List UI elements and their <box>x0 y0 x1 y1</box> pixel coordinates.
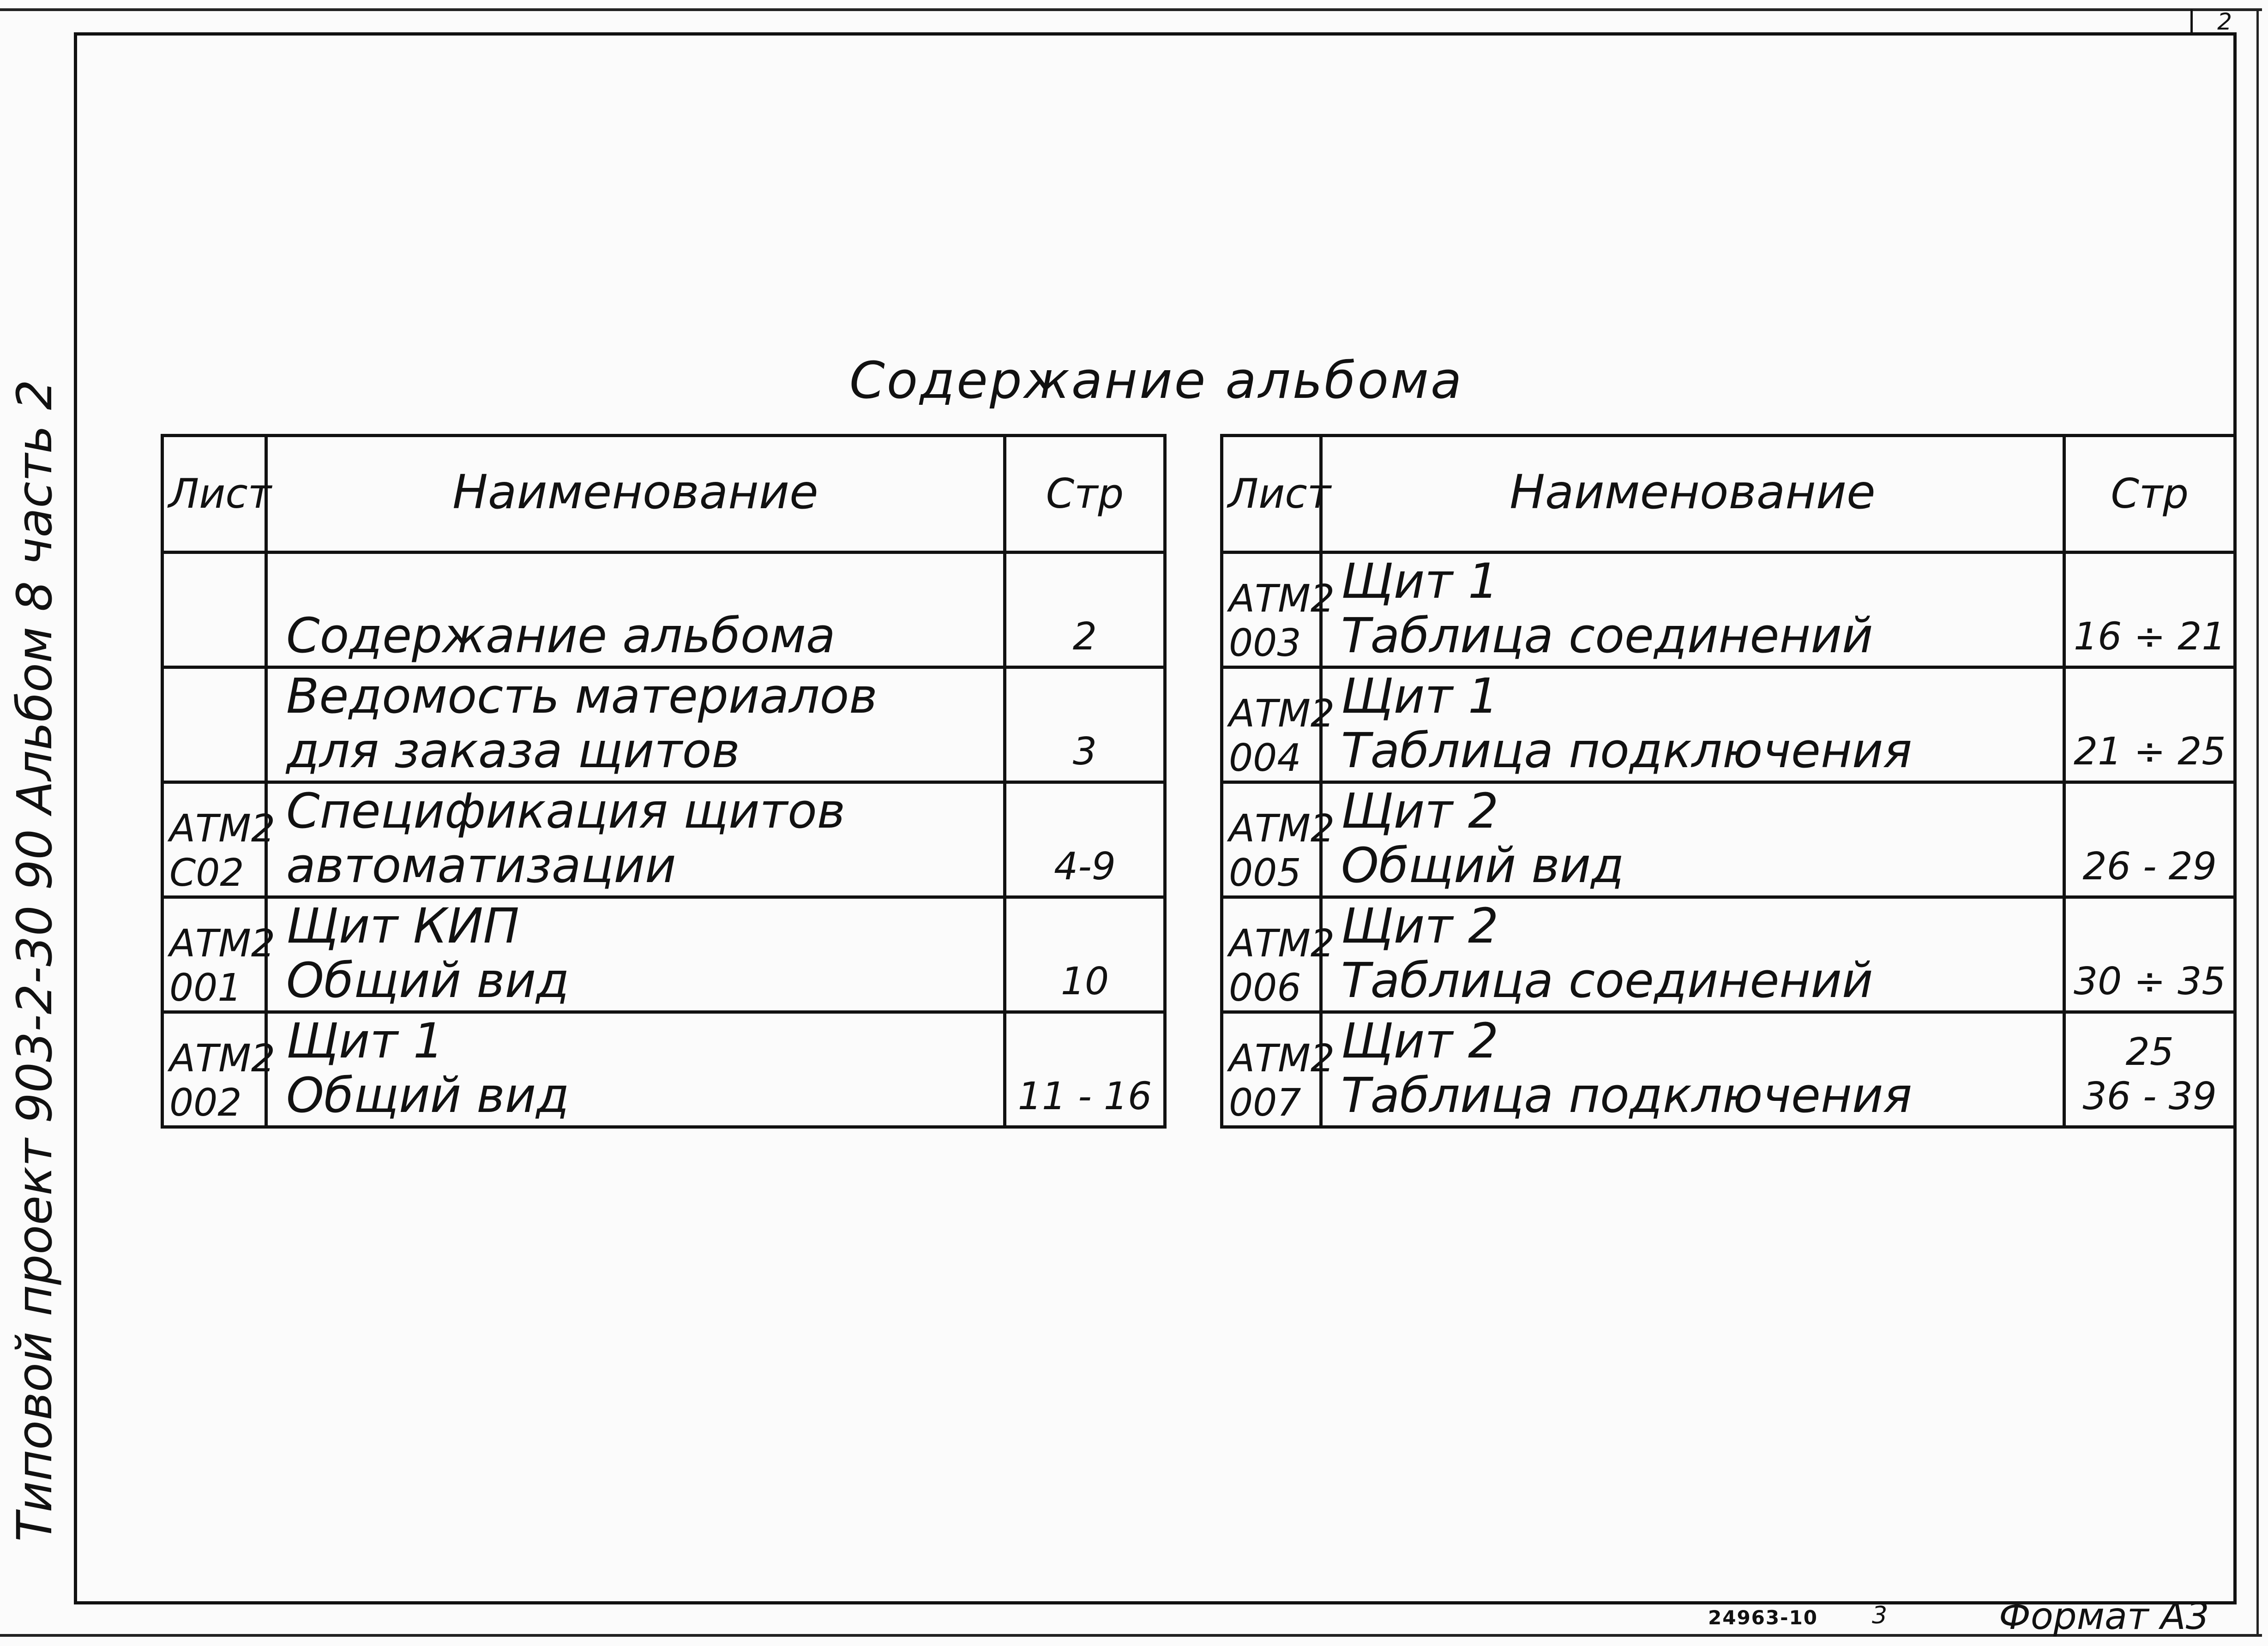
cell-name-line: Содержание альбома <box>286 607 836 664</box>
cell-sheet <box>1222 553 1335 667</box>
cell-sheet <box>1222 667 1335 782</box>
format-label: Формат А3 <box>1999 1595 2209 1638</box>
cell-sheet-line: АТМ2 <box>169 1037 276 1081</box>
cell-name <box>1321 553 2064 667</box>
side-stamp-text: Типовой проект 903-2-30 90 Альбом 8 часть 2 <box>6 379 63 1542</box>
cell-name-line: Щит 1 <box>286 1013 444 1069</box>
cell-page <box>1005 782 1165 897</box>
cell-page-line: 4-9 <box>1054 845 1116 889</box>
table-row <box>1222 667 2234 782</box>
cell-name-line: для заказа щитов <box>286 722 740 779</box>
cell-name-line: автоматизации <box>286 837 676 894</box>
cell-name-line: Щит 2 <box>1341 898 1499 954</box>
cell-page-line: 2 <box>1072 615 1097 659</box>
cell-name-line: Спецификация щитов <box>286 783 846 839</box>
cell-page-line: 3 <box>1072 730 1097 774</box>
cell-page-line: 30 ÷ 35 <box>2073 960 2226 1003</box>
table-row <box>162 897 1165 1012</box>
cell-name <box>1321 667 2064 782</box>
cell-page-line: 11 - 16 <box>1017 1075 1152 1118</box>
header-page: Стр <box>2064 436 2234 553</box>
cell-name-line: Таблица соединений <box>1341 952 1873 1009</box>
page-title: Содержание альбома <box>849 351 1464 410</box>
header-name: Наименование <box>266 436 1005 553</box>
cell-page <box>2064 1012 2234 1127</box>
header-page: Стр <box>1005 436 1165 553</box>
cell-page-line: 26 - 29 <box>2082 845 2217 889</box>
footer-sheet-number: 3 <box>1872 1602 1888 1629</box>
cell-page <box>1005 553 1165 667</box>
cell-page-line: 16 ÷ 21 <box>2073 615 2226 659</box>
cell-sheet-line: С02 <box>169 851 244 895</box>
table-row <box>162 667 1165 782</box>
cell-name <box>266 897 1005 1012</box>
cell-page <box>1005 667 1165 782</box>
cell-name <box>266 667 1005 782</box>
cell-name-line: Ведомость материалов <box>286 668 878 724</box>
cell-sheet-line: 006 <box>1229 966 1301 1010</box>
cell-sheet-line: АТМ2 <box>1229 1037 1335 1081</box>
cell-sheet-line: АТМ2 <box>1229 577 1335 621</box>
cell-sheet-line: АТМ2 <box>169 922 276 966</box>
cell-sheet-line: АТМ2 <box>169 807 276 851</box>
cell-name-line: Общий вид <box>286 952 569 1009</box>
table-row <box>1222 897 2234 1012</box>
cell-sheet-line: 003 <box>1229 621 1301 665</box>
table-header-row <box>1222 436 2234 553</box>
cell-sheet <box>162 553 266 667</box>
cell-sheet <box>1222 782 1335 897</box>
cell-sheet-line: 007 <box>1229 1081 1301 1125</box>
cell-name <box>266 1012 1005 1127</box>
document-number: 24963-10 <box>1708 1606 1818 1629</box>
cell-page <box>2064 667 2234 782</box>
header-name: Наименование <box>1321 436 2064 553</box>
cell-name-line: Общий вид <box>1341 837 1624 894</box>
cell-sheet-line: 004 <box>1229 736 1301 780</box>
sheet-right-edge <box>2256 9 2259 1634</box>
cell-sheet <box>1222 1012 1335 1127</box>
cell-page <box>1005 897 1165 1012</box>
cell-sheet-line: 005 <box>1229 851 1301 895</box>
cell-sheet-line: АТМ2 <box>1229 807 1335 851</box>
cell-page <box>2064 553 2234 667</box>
cell-name-line: Щит КИП <box>286 898 519 954</box>
cell-page <box>1005 1012 1165 1127</box>
sheet-number-corner: 2 <box>2190 9 2256 34</box>
cell-name <box>1321 1012 2064 1127</box>
cell-sheet <box>162 1012 276 1127</box>
cell-name-line: Щит 2 <box>1341 1013 1499 1069</box>
cell-sheet <box>162 667 266 782</box>
cell-sheet-line: 001 <box>169 966 242 1010</box>
cell-page <box>2064 782 2234 897</box>
cell-page-line: 21 ÷ 25 <box>2073 730 2226 774</box>
cell-page-line: 25 <box>2125 1030 2174 1074</box>
cell-sheet-line: 002 <box>169 1081 242 1125</box>
table-header-row <box>162 436 1165 553</box>
table-row <box>162 553 1165 667</box>
cell-name-line: Общий вид <box>286 1067 569 1123</box>
cell-sheet <box>162 782 276 897</box>
cell-name-line: Щит 1 <box>1341 668 1499 724</box>
cell-name-line: Щит 2 <box>1341 783 1499 839</box>
cell-sheet <box>162 897 276 1012</box>
contents-table-left <box>161 434 1167 1129</box>
cell-sheet <box>1222 897 1335 1012</box>
table-row <box>162 782 1165 897</box>
cell-name <box>1321 782 2064 897</box>
cell-name-line: Щит 1 <box>1341 553 1499 609</box>
cell-sheet-line: АТМ2 <box>1229 692 1335 736</box>
cell-page <box>2064 897 2234 1012</box>
table-row <box>1222 553 2234 667</box>
cell-name-line: Таблица подключения <box>1341 722 1912 779</box>
cell-name <box>266 782 1005 897</box>
table-row <box>1222 1012 2234 1127</box>
table-row <box>1222 782 2234 897</box>
cell-name <box>1321 897 2064 1012</box>
cell-page-line: 10 <box>1060 960 1109 1003</box>
header-sheet: Лист <box>1222 436 1321 553</box>
contents-table-right <box>1220 434 2234 1129</box>
cell-name-line: Таблица соединений <box>1341 607 1873 664</box>
cell-sheet-line: АТМ2 <box>1229 922 1335 966</box>
cell-name <box>266 553 1005 667</box>
cell-name-line: Таблица подключения <box>1341 1067 1912 1123</box>
header-sheet: Лист <box>162 436 266 553</box>
table-row <box>162 1012 1165 1127</box>
cell-page-line: 36 - 39 <box>2082 1075 2217 1118</box>
